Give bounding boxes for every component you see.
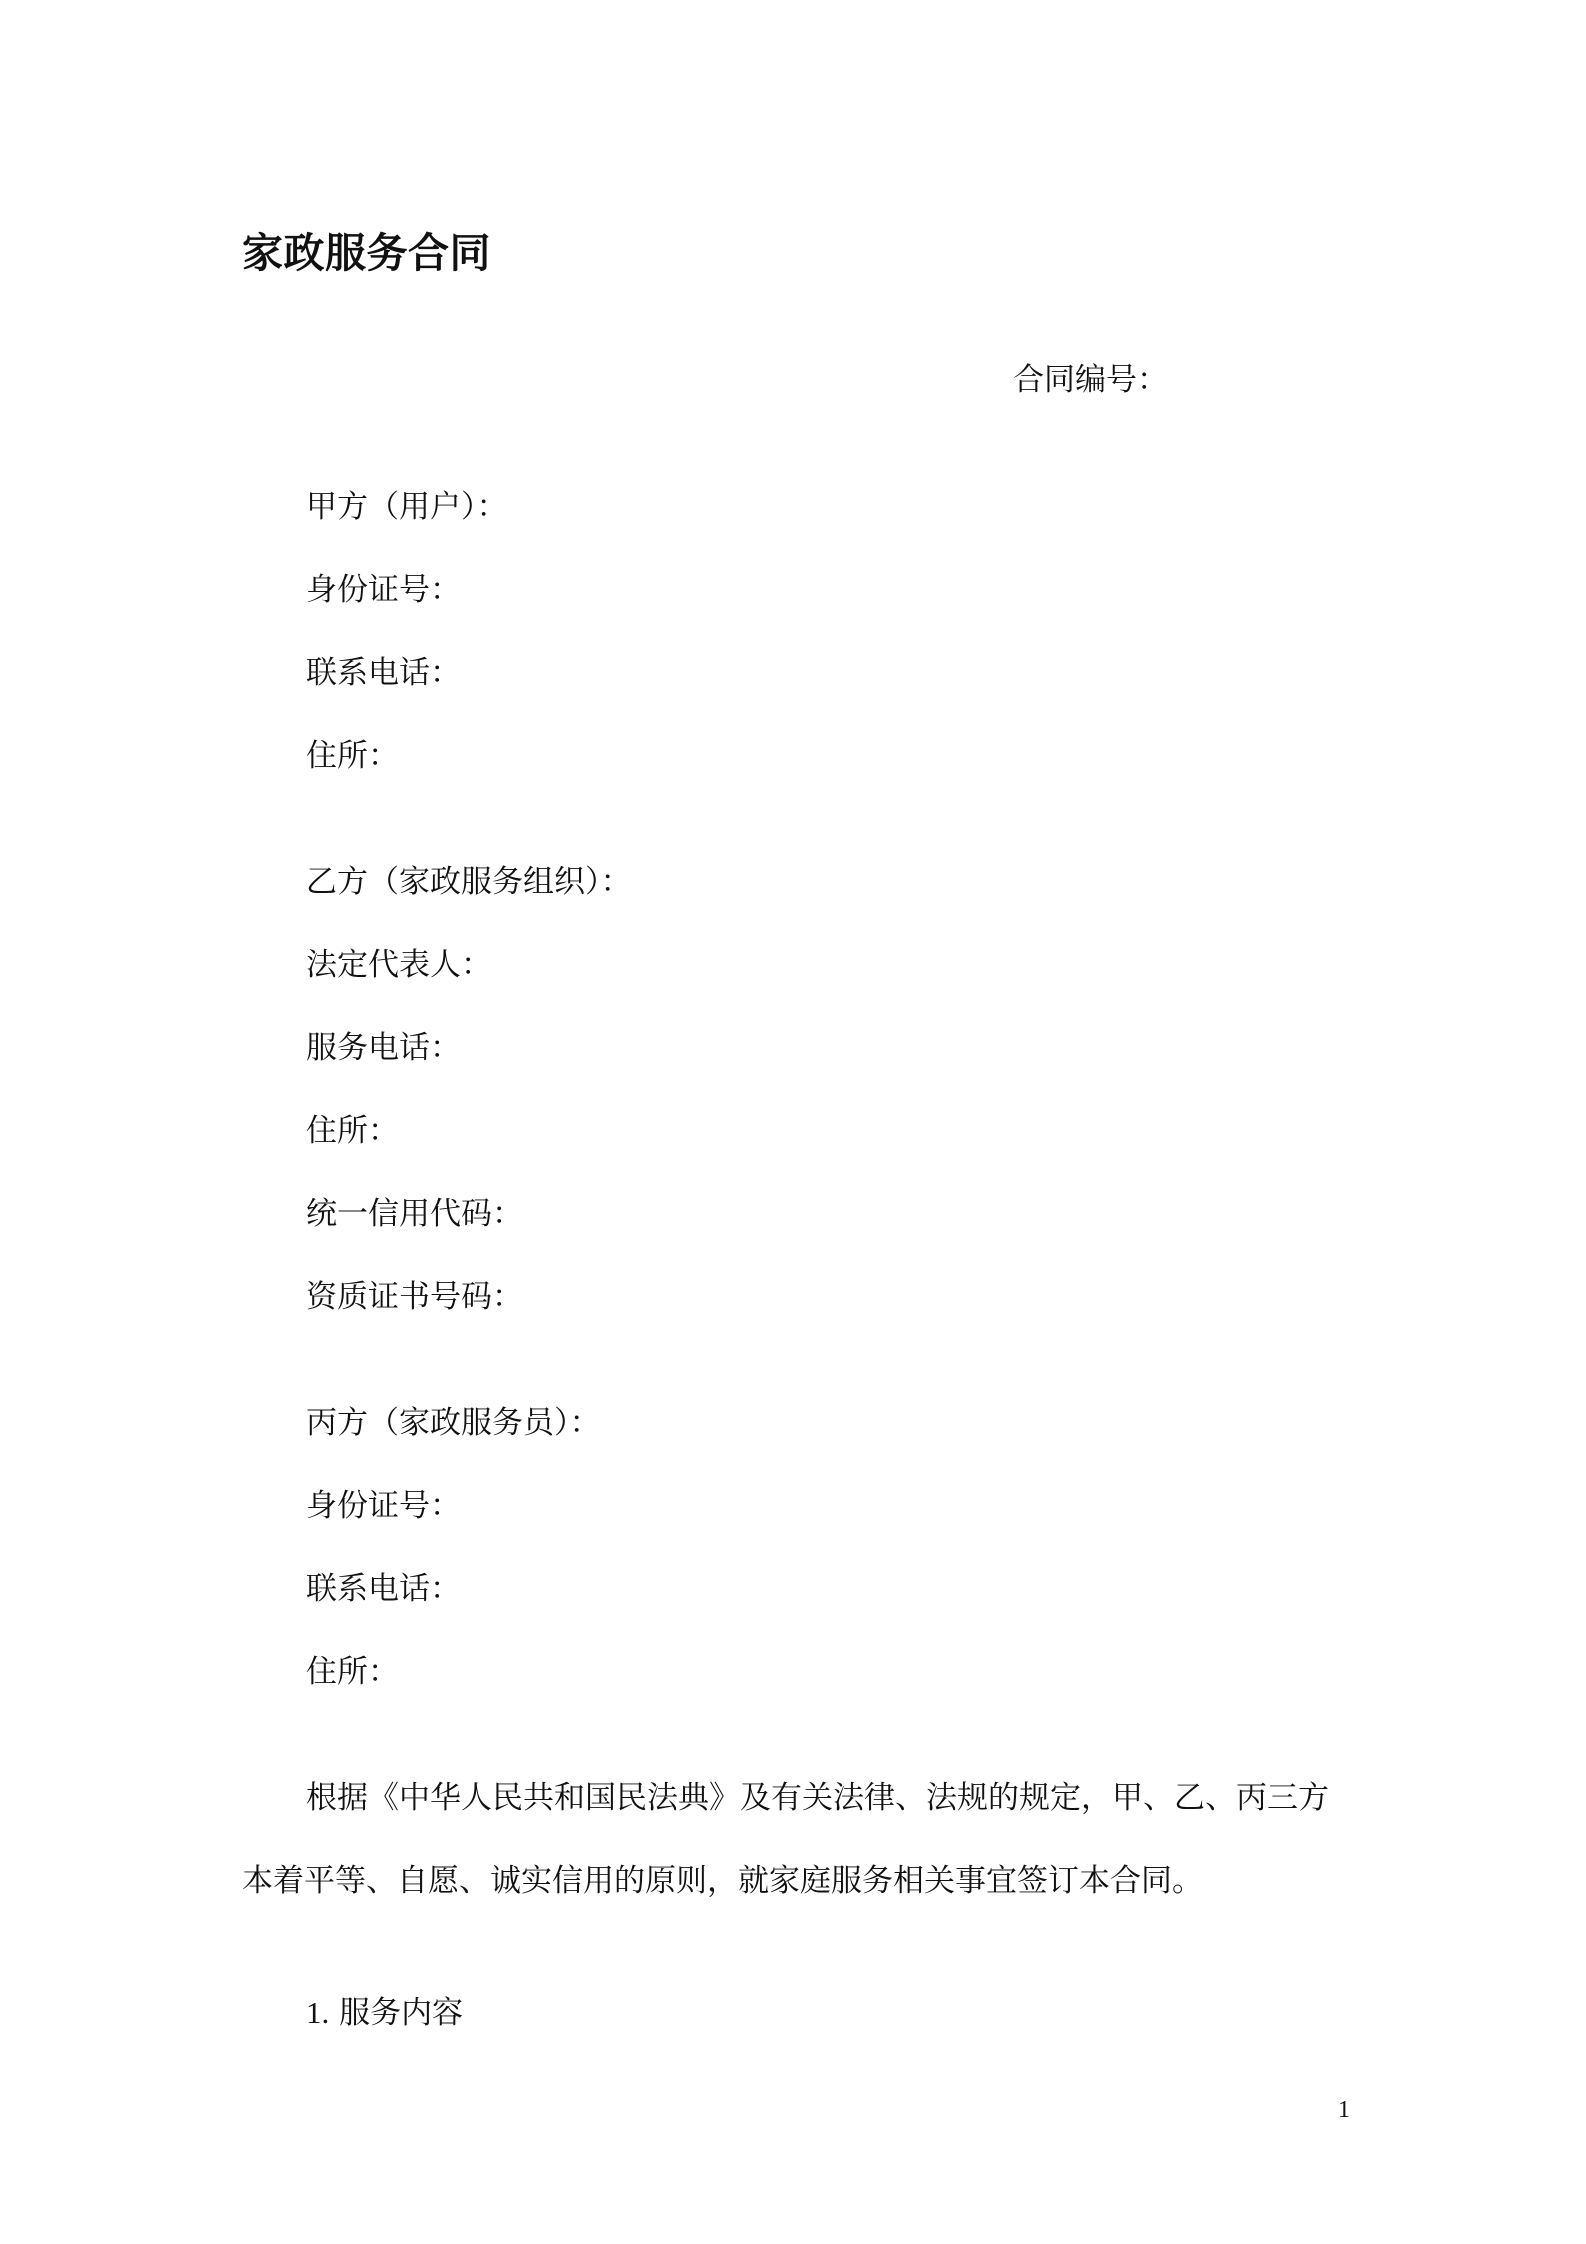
party-c-heading: 丙方（家政服务员）：	[306, 1405, 601, 1441]
preamble-line-2: 本着平等、自愿、诚实信用的原则，就家庭服务相关事宜签订本合同。	[242, 1863, 1203, 1899]
party-a-address-label: 住所：	[306, 738, 399, 774]
party-b-service-phone-label: 服务电话：	[306, 1030, 461, 1066]
party-c-id-number-label: 身份证号：	[306, 1488, 461, 1524]
party-c-address-label: 住所：	[306, 1654, 399, 1690]
page-number: 1	[1338, 2097, 1350, 2123]
party-a-id-number-label: 身份证号：	[306, 572, 461, 608]
preamble-line-1: 根据《中华人民共和国民法典》及有关法律、法规的规定，甲、乙、丙三方	[306, 1780, 1329, 1816]
document-title: 家政服务合同	[242, 229, 491, 277]
party-b-legal-representative-label: 法定代表人：	[306, 947, 492, 983]
party-b-credit-code-label: 统一信用代码：	[306, 1196, 523, 1232]
party-b-address-label: 住所：	[306, 1113, 399, 1149]
section-1-number: 1.	[306, 1995, 330, 2030]
party-a-heading: 甲方（用户）：	[306, 489, 508, 525]
party-a-phone-label: 联系电话：	[306, 655, 461, 691]
party-c-phone-label: 联系电话：	[306, 1571, 461, 1607]
section-1-title: 服务内容	[339, 1995, 464, 2031]
contract-number-label: 合同编号：	[1013, 362, 1168, 398]
party-b-certificate-number-label: 资质证书号码：	[306, 1279, 523, 1315]
party-b-heading: 乙方（家政服务组织）：	[306, 864, 632, 900]
section-1-heading	[306, 1997, 463, 2029]
